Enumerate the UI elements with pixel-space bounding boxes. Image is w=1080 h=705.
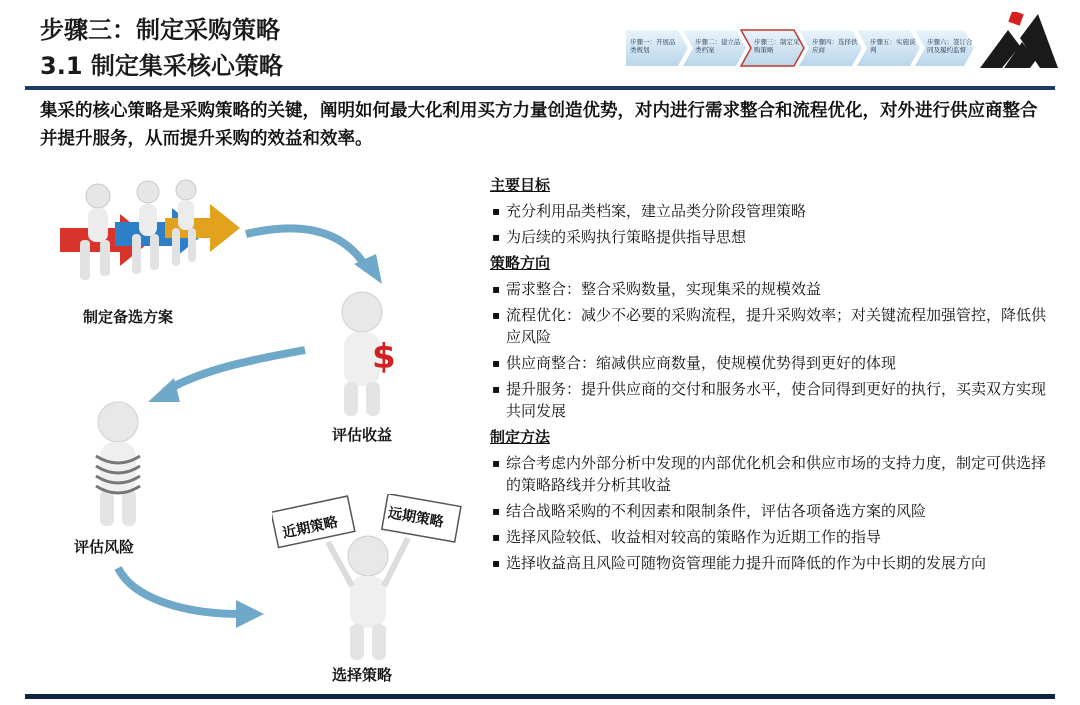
footer-divider bbox=[25, 694, 1055, 699]
arrow-1-icon bbox=[236, 220, 386, 290]
company-logo bbox=[980, 12, 1060, 72]
step-label-5: 步骤五：实施谈判 bbox=[870, 38, 916, 54]
section-title-method: 制定方法 bbox=[490, 428, 551, 446]
page-title: 步骤三：制定采购策略 bbox=[40, 16, 280, 44]
cycle-step-2-label: 评估收益 bbox=[332, 426, 393, 444]
cycle-step-4-label: 选择策略 bbox=[332, 666, 393, 684]
list-item: ▪ 结合战略采购的不利因素和限制条件，评估各项备选方案的风险 bbox=[490, 500, 1046, 522]
list-item: ▪ 综合考虑内外部分析中发现的内部优化机会和供应市场的支持力度，制定可供选择的策略路线并分析其收益 bbox=[490, 452, 1046, 496]
list-item: ▪ 选择收益高且风险可随物资管理能力提升而降低的作为中长期的发展方向 bbox=[490, 552, 1046, 574]
sign-long-term: 远期策略 bbox=[386, 505, 445, 531]
step-progress bbox=[626, 28, 976, 68]
step-label-2: 步骤二：建立品类档案 bbox=[695, 38, 741, 54]
section-title-direction: 策略方向 bbox=[490, 254, 551, 272]
cycle-step-1-label: 制定备选方案 bbox=[83, 308, 174, 326]
section-title-goals: 主要目标 bbox=[490, 176, 551, 194]
list-item: ▪ 提升服务：提升供应商的交付和服务水平，使合同得到更好的执行，买卖双方实现共同发展 bbox=[490, 378, 1046, 422]
step-label-4: 步骤四：选择供应商 bbox=[812, 38, 858, 54]
list-item: ▪ 供应商整合：缩减供应商数量，使规模优势得到更好的体现 bbox=[490, 352, 1046, 374]
header-divider bbox=[25, 86, 1055, 90]
strategy-details bbox=[490, 172, 1050, 578]
sign-near-term: 近期策略 bbox=[281, 514, 340, 542]
svg-text:$: $ bbox=[372, 337, 396, 377]
list-item: ▪ 流程优化：减少不必要的采购流程，提升采购效率；对关键流程加强管控，降低供应风险 bbox=[490, 304, 1046, 348]
runners-arrows-figure bbox=[60, 178, 245, 288]
step-label-3: 步骤三：制定采购策略 bbox=[754, 38, 800, 54]
page-subtitle: 3.1 制定集采核心策略 bbox=[40, 52, 283, 80]
list-item: ▪ 为后续的采购执行策略提供指导思想 bbox=[490, 226, 1046, 248]
cycle-step-3-label: 评估风险 bbox=[74, 538, 135, 556]
list-item: ▪ 选择风险较低、收益相对较高的策略作为近期工作的指导 bbox=[490, 526, 1046, 548]
list-item: ▪ 充分利用品类档案，建立品类分阶段管理策略 bbox=[490, 200, 1046, 222]
list-item: ▪ 需求整合：整合采购数量，实现集采的规模效益 bbox=[490, 278, 1046, 300]
arrow-3-icon bbox=[108, 560, 268, 630]
arrow-2-icon bbox=[140, 340, 320, 410]
step-label-1: 步骤一：开展品类规划 bbox=[630, 38, 676, 54]
money-figure bbox=[320, 290, 410, 420]
intro-text: 集采的核心策略是采购策略的关键，阐明如何最大化利用买方力量创造优势，对内进行需求整合和流程优化，对外进行供应商整合并提升服务，从而提升采购的效益和效率。 bbox=[40, 101, 1038, 149]
chained-figure bbox=[78, 400, 158, 530]
step-label-6: 步骤六：签订合同及履约监督 bbox=[927, 38, 973, 54]
